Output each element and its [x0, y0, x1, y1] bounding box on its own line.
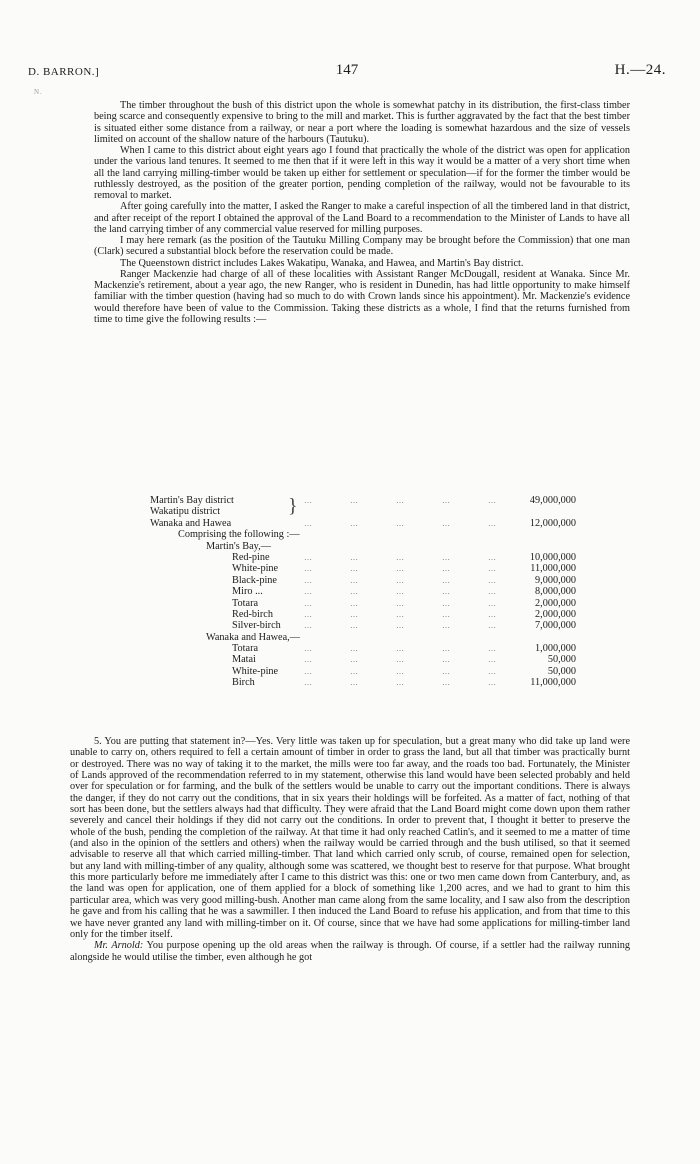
- paragraph-text: 5. You are putting that statement in?—Yes. Very little was taken up for speculation, but a great many who did take up land were unable to carry on, others required to fell a certain amount of timber in order to grass the land, but all that timber was practically burnt or destroyed. There was no way of taking it to the market, the mills were too far away, and the roads too bad. Fortunately, the Minister of Lands approved of the recommendation referred to in my statement, otherwise this land would have been selected probably and held over for speculation or for farming, and the bulk of the settlers would be unable to carry out the important conditions. There is always the danger, if they do not carry out the conditions, that in six years their holdings will be forfeited. As a matter of fact, nothing of that sort has been done, but the settlers always had that difficulty. They were afraid that the Land Board might come down upon them rather severely and cancel their holdings if they did not carry out the conditions. In order to prevent that, I thought it better to preserve the whole of the bush, pending the completion of the railway. At that time it had only reached Catlin's, and it seemed to me a matter of time (and also in the opinion of the settlers and others) when the railway would be carried through and the bush utilised, so that it seemed advisable to reserve all that which carried milling-timber. That land which carried only scrub, of course, remained open for selection, but any land with milling-timber of any quality, although some was scattered, we thought best to reserve for that purpose. What brought this more particularly before me immediately after I came to this district was this: one or two men came down from Canterbury, and, as the land was open for application, one of them applied for a block of something like 1,200 acres, and we had to grant to him this particular area, which was very good milling-bush. Another man came along from the same locality, and I saw also from the description he gave and from his calling that he was a sawmiller. I then induced the Land Board to refuse his application, and from that time to this we have never granted any land with milling-timber on it. Of course, since that we have had some applications for milling-timber land only for the timber itself.: [70, 736, 630, 940]
- row-label: Birch: [232, 677, 255, 689]
- leader-dots: … … … … …: [304, 678, 514, 688]
- row-label: Totara: [232, 643, 259, 655]
- leader-dots: … … … … …: [304, 518, 514, 528]
- table-row: [94, 552, 630, 563]
- paragraph: After going carefully into the matter, I asked the Ranger to make a careful inspection of all the timbered land in that district, and after receipt of the report I obtained the approval of the Land Board to a recommendation to the Minister of Lands to have all the land carrying timber of any commercial value reserved for milling purposes.: [94, 201, 630, 235]
- page-number: 147: [335, 62, 359, 78]
- row-value: 11,000,000: [530, 677, 576, 689]
- leader-dots: … … … … …: [304, 655, 514, 665]
- row-label: Black-pine: [232, 574, 277, 586]
- row-label: White-pine: [232, 563, 279, 575]
- paragraph: [70, 736, 630, 940]
- row-value: 49,000,000: [529, 495, 576, 506]
- table-row: [94, 586, 630, 597]
- table-row: [94, 529, 630, 540]
- row-label: Miro ...: [232, 586, 263, 598]
- leader-dots: … … … … …: [304, 575, 514, 585]
- row-value: 50,000: [547, 665, 576, 677]
- row-value: 2,000,000: [535, 597, 576, 609]
- row-value: 2,000,000: [535, 608, 576, 620]
- leader-dots: … … … … …: [304, 666, 514, 676]
- row-label: Wanaka and Hawea: [150, 517, 232, 529]
- paragraph: When I came to this district about eight years ago I found that practically the whole of the district was open for application under the various land tenures. It seemed to me then that if it were left in this way it would be a matter of a very short time when all the land carrying milling-timber would be taken up either for settlement or speculation—if for the former the timber would be ruthlessly destroyed, as the position of the greater portion, pending completion of the railway, would not be favourable to its removal to market.: [94, 145, 630, 201]
- leader-dots: … … … … …: [304, 609, 514, 619]
- table-row: [94, 598, 630, 609]
- leader-dots: … … … … …: [304, 598, 514, 608]
- row-label: White-pine: [232, 665, 279, 677]
- row-label: Red-pine: [232, 551, 270, 563]
- header-witness: D. BARRON.]: [28, 66, 100, 78]
- body-text-bottom: [70, 736, 630, 963]
- row-label: Red-birch: [232, 608, 273, 620]
- row-value: 7,000,000: [535, 620, 576, 632]
- row-label: Totara: [232, 597, 259, 609]
- page-header: [28, 62, 666, 84]
- paragraph: The timber throughout the bush of this district upon the whole is somewhat patchy in its distribution, the first-class timber being scarce and consequently expensive to bring to the mill and market. This is further aggravated by the fact that the best timber is situated either some distance from a railway, or near a port where the loading is somewhat hazardous and the size of vessels limited on account of the shallow nature of the harbours (Tautuku).: [94, 100, 630, 145]
- leader-dots: … … … … …: [304, 621, 514, 631]
- row-label: Wanaka and Hawea,—: [206, 631, 300, 643]
- brace-mark: }: [288, 495, 298, 517]
- row-value: 10,000,000: [529, 551, 576, 563]
- row-value: 12,000,000: [529, 517, 576, 529]
- leader-dots: … … … … …: [304, 564, 514, 574]
- leader-dots: … … … … …: [304, 587, 514, 597]
- table-row: [94, 541, 630, 552]
- table-row: [94, 575, 630, 586]
- leader-dots: … … … … …: [304, 496, 514, 505]
- row-label: Matai: [232, 654, 256, 666]
- paragraph: Ranger Mackenzie had charge of all of these localities with Assistant Ranger McDougall, resident at Wanaka. Since Mr. Mackenzie's retirement, about a year ago, the new Ranger, who is resident in Dunedin, has had little opportunity to make himself familiar with the timber question (having had so much to do with Crown lands since his appointment). Mr. Mackenzie's evidence would therefore have been of value to the Commission. Taking these districts as a whole, I find that the returns furnished from time to time give the following results :—: [94, 268, 630, 325]
- paragraph-text: You purpose opening up the old areas when the railway is through. Of course, if a settler had the railway running alongside he would utilise the timber, even although he got: [70, 940, 631, 963]
- document-reference: H.—24.: [614, 62, 666, 78]
- row-value: 1,000,000: [535, 643, 576, 655]
- table-row: [94, 609, 630, 620]
- row-value: 8,000,000: [535, 586, 576, 598]
- table-row: [94, 677, 630, 688]
- row-label: Martin's Bay district: [150, 495, 234, 506]
- table-row: [94, 518, 630, 529]
- paragraph: I may here remark (as the position of the Tautuku Milling Company may be brought before the Commission) that one man (Clark) secured a substantial block before the reservation could be made.: [94, 235, 630, 258]
- speaker-name: Mr. Arnold:: [94, 940, 144, 952]
- leader-dots: … … … … …: [304, 552, 514, 562]
- row-label: Silver-birch: [232, 620, 281, 632]
- row-value: 9,000,000: [535, 574, 576, 586]
- table-row: [94, 620, 630, 631]
- table-row: [94, 666, 630, 677]
- table-row: [94, 643, 630, 654]
- row-label: Comprising the following :—: [178, 529, 300, 541]
- body-text-top: [94, 100, 630, 325]
- row-label: Martin's Bay,—: [206, 540, 271, 552]
- table-row: [94, 563, 630, 574]
- margin-note: N.: [34, 88, 43, 96]
- row-label: Wakatipu district: [150, 506, 221, 518]
- timber-returns-table: [94, 495, 630, 689]
- row-value: 50,000: [547, 654, 576, 666]
- paragraph: The Queenstown district includes Lakes Wakatipu, Wanaka, and Hawea, and Martin's Bay district.: [120, 257, 524, 269]
- leader-dots: … … … … …: [304, 644, 514, 654]
- table-row: [94, 506, 630, 517]
- row-value: 11,000,000: [530, 563, 576, 575]
- paragraph: [70, 940, 630, 963]
- table-row: [94, 654, 630, 665]
- table-row: [94, 632, 630, 643]
